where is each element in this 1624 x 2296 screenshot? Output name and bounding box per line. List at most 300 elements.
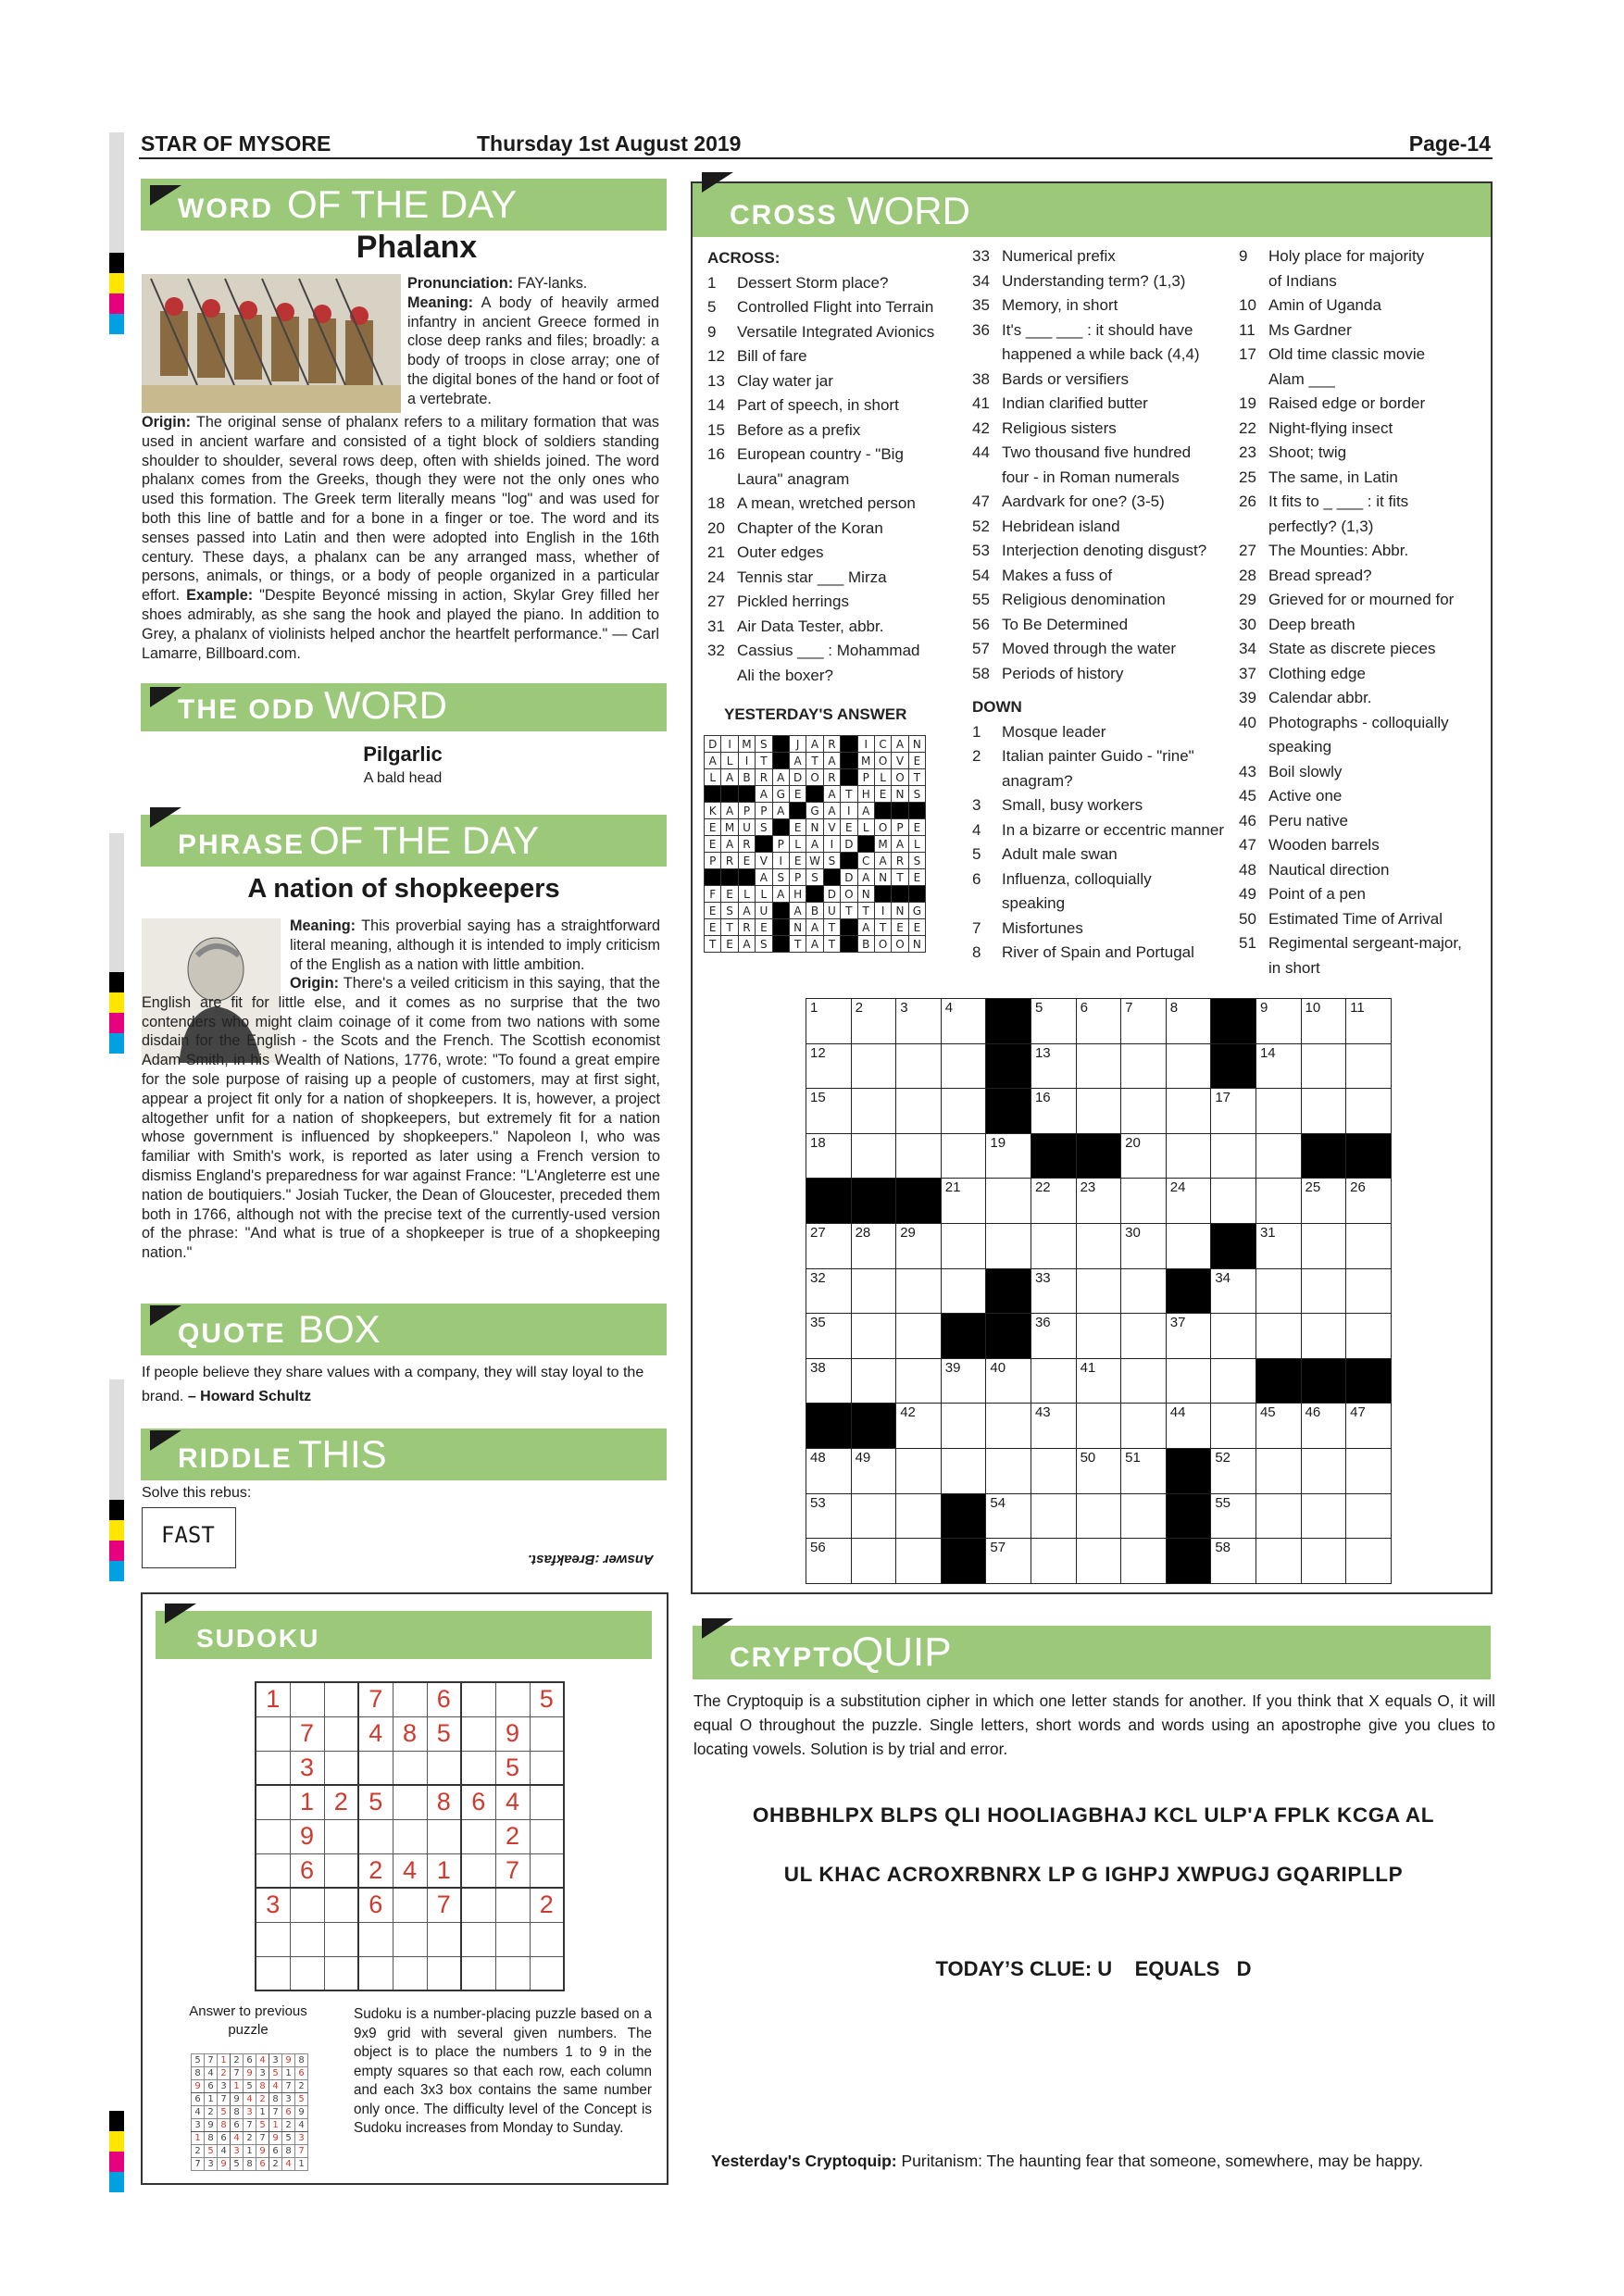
crossword-cell[interactable]: 54 [986,1493,1031,1539]
crossword-cell[interactable]: 24 [1166,1179,1211,1224]
band-label-small: CROSS [730,200,838,231]
sudoku-cell[interactable] [290,1682,324,1716]
sudoku-answer-cell: 3 [256,2067,269,2080]
crossword-cell[interactable] [1301,1539,1346,1584]
clue-number: 9 [707,322,717,341]
sudoku-cell[interactable] [324,1922,358,1956]
example-text: "Despite Beyoncé missing in action, Skylar Grey filled her shoes admirably, as she sang the hook and played the piano. In addition to Grey, a phalanx of violinists helped anchor the heartfelt performance." — Carl Lamarre, Billboard.com. [142,587,660,662]
crossword-cell[interactable] [986,1404,1031,1449]
clue-text: Periods of history [1002,664,1124,682]
sudoku-cell[interactable] [358,1956,393,1990]
sudoku-cell: 7 [495,1853,530,1888]
crossword-cell[interactable]: 37 [1166,1314,1211,1359]
clue-text: It's ___ ___ : it should have [1002,320,1193,339]
crossword-cell[interactable] [1255,1539,1301,1584]
crossword-cell[interactable] [1255,1089,1301,1134]
sudoku-cell[interactable] [530,1922,564,1956]
crossword-cell[interactable] [1031,1493,1076,1539]
sudoku-cell[interactable] [324,1819,358,1853]
crossword-cell[interactable] [1031,1358,1076,1404]
sudoku-cell[interactable] [495,1956,530,1990]
crossword-cell[interactable] [1211,1358,1256,1404]
answer-cell: S [908,853,925,869]
origin-text: There's a veiled criticism in this saying, that the English are fit for little else, and it comes as no surprise that the two contenders who might claim coinage of it come from two nations with some disdain for the English - the Scots and the French. The Scottish economist Adam Smith, in his Wealth of Nations, 1776, wrote: "To found a great empire for the sole purpose of raising up a people of customers, may at first sight, appear a project fit only for a nation of shopkeepers. It is, however, a project altogether unfit for a nation of shopkeepers, but extremely fit for a nation whose government is influenced by shopkeepers." Napoleon I, who was familiar with Smith's work, is reported as later using a French version to dismiss England's preparedness for war against France: "L'Angleterre est une nation de boutiquiers." Josiah Tucker, the Dean of Gloucester, preceded them both in 1766, although not with the precise text of the currently-used version of the phrase: "And what is true of a shopkeeper is true of a shopkeeping nation." [142,975,660,1262]
sudoku-description: Sudoku is a number-placing puzzle based on a 9x9 grid with several given numbers. The object is to place the numbers 1 to 9 in the empty squares so that each row, each column and each 3x3 box contains the same number only once. The difficulty level of the Concept is Sudoku increases from Monday to Sunday. [354,2006,652,2136]
crossword-cell[interactable] [896,1089,942,1134]
crossword-cell[interactable] [1076,1539,1121,1584]
riddle-prompt: Solve this rebus: [142,1485,252,1501]
sudoku-cell[interactable] [290,1888,324,1922]
crossword-cell[interactable] [1211,1314,1256,1359]
crossword-cell[interactable] [1166,1358,1211,1404]
crossword-cell[interactable] [1166,1089,1211,1134]
crossword-cell[interactable]: 39 [941,1358,986,1404]
sudoku-cell[interactable] [530,1853,564,1888]
clue-row [972,515,1241,540]
answer-cell: R [738,836,755,853]
sudoku-cell[interactable] [324,1751,358,1785]
crossword-cell[interactable] [1121,1043,1167,1089]
crossword-cell[interactable]: 40 [986,1358,1031,1404]
crossword-cell[interactable]: 53 [806,1493,852,1539]
clue-row [707,590,957,615]
clue-row [1239,441,1489,466]
crossword-cell[interactable]: 47 [1346,1404,1392,1449]
clue-text: Bill of fare [737,347,807,365]
sudoku-cell[interactable] [495,1888,530,1922]
crossword-cell[interactable] [941,1089,986,1134]
crossword-cell[interactable] [1301,1043,1346,1089]
clue-text: Grieved for or mourned for [1268,591,1455,608]
answer-cell: I [772,853,789,869]
answer-cell: N [892,786,908,803]
crossword-cell[interactable]: 16 [1031,1089,1076,1134]
crossword-cell[interactable] [1255,1493,1301,1539]
sudoku-cell[interactable] [256,1716,290,1751]
crossword-cell[interactable] [941,1404,986,1449]
sudoku-cell[interactable] [530,1716,564,1751]
clue-number: 11 [1239,320,1255,339]
sudoku-cell[interactable] [495,1682,530,1716]
yesterday-heading: YESTERDAY'S ANSWER [724,705,907,723]
sudoku-cell[interactable] [530,1751,564,1785]
crossword-cell[interactable] [1121,1089,1167,1134]
crossword-cell[interactable] [1255,1314,1301,1359]
sudoku-cell[interactable] [461,1956,495,1990]
crossword-cell[interactable]: 41 [1076,1358,1121,1404]
sudoku-answer-cell: 8 [205,2132,218,2145]
crossword-cell[interactable] [1346,1223,1392,1268]
yesterday-cryptoquip [711,2152,1489,2171]
answer-black-cell [892,803,908,819]
crossword-cell[interactable]: 45 [1255,1404,1301,1449]
crossword-cell[interactable] [896,1268,942,1314]
sudoku-cell[interactable] [427,1922,461,1956]
sudoku-answer-cell: 4 [282,2158,295,2171]
sudoku-cell[interactable] [393,1922,427,1956]
answer-cell: T [892,869,908,886]
crossword-cell[interactable] [1301,1223,1346,1268]
crossword-cell[interactable]: 25 [1301,1179,1346,1224]
crossword-cell[interactable] [896,1314,942,1359]
answer-cell: A [857,803,874,819]
answer-cell: E [705,903,721,919]
answer-black-cell [874,886,891,903]
sudoku-cell[interactable] [358,1751,393,1785]
crossword-cell[interactable] [1076,1314,1121,1359]
crossword-cell[interactable]: 3 [896,999,942,1044]
clue-text: in short [1268,958,1320,977]
crossword-cell[interactable] [851,1043,896,1089]
crossword-cell[interactable]: 36 [1031,1314,1076,1359]
crossword-cell[interactable] [1121,1268,1167,1314]
crossword-cell[interactable]: 51 [1121,1448,1167,1493]
crossword-cell[interactable] [1076,1268,1121,1314]
crossword-cell[interactable] [1076,1223,1121,1268]
crossword-cell[interactable] [1346,1539,1392,1584]
crossword-cell[interactable]: 7 [1121,999,1167,1044]
crossword-cell[interactable] [851,1539,896,1584]
crossword-cell[interactable]: 29 [896,1223,942,1268]
band-label-small: THE ODD [178,694,316,725]
clue-text: Bread spread? [1268,566,1372,584]
clue-text: A mean, wretched person [737,494,916,512]
crossword-cell[interactable]: 44 [1166,1404,1211,1449]
clue-row [972,564,1241,589]
sudoku-cell[interactable] [427,1751,461,1785]
crossword-cell[interactable] [1076,1089,1121,1134]
crossword-cell[interactable]: 32 [806,1268,852,1314]
sudoku-answer-cell: 3 [269,2054,282,2067]
clue-number: 32 [707,642,725,659]
sudoku-cell[interactable] [427,1956,461,1990]
sudoku-cell[interactable] [256,1853,290,1888]
crossword-cell[interactable] [1346,1493,1392,1539]
crossword-cell[interactable]: 8 [1166,999,1211,1044]
crossword-cell[interactable]: 26 [1346,1179,1392,1224]
crossword-cell[interactable] [1166,1133,1211,1179]
sudoku-cell[interactable] [393,1785,427,1819]
crossword-cell[interactable] [851,1268,896,1314]
crossword-cell[interactable] [896,1043,942,1089]
sudoku-answer-cell: 9 [256,2145,269,2158]
crossword-cell[interactable] [1121,1539,1167,1584]
crossword-cell[interactable]: 1 [806,999,852,1044]
crossword-cell[interactable] [896,1448,942,1493]
crossword-cell[interactable] [1166,1043,1211,1089]
corner-mark [150,807,181,828]
sudoku-cell[interactable] [256,1922,290,1956]
crossword-cell[interactable] [1121,1358,1167,1404]
crossword-cell[interactable]: 31 [1255,1223,1301,1268]
answer-cell: T [908,769,925,786]
crossword-cell[interactable] [1166,1223,1211,1268]
crossword-cell[interactable] [1076,1493,1121,1539]
sudoku-cell[interactable] [393,1956,427,1990]
crossword-cell[interactable] [1031,1448,1076,1493]
crossword-cell[interactable]: 5 [1031,999,1076,1044]
sudoku-cell[interactable] [290,1922,324,1956]
clue-text: four - in Roman numerals [1002,468,1180,486]
clue-number: 12 [707,347,725,365]
crossword-cell[interactable]: 28 [851,1223,896,1268]
clue-number: 36 [972,320,990,339]
crossword-cell[interactable]: 21 [941,1179,986,1224]
answer-black-cell [806,786,823,803]
sudoku-cell[interactable] [324,1716,358,1751]
crossword-cell[interactable]: 56 [806,1539,852,1584]
crossword-cell[interactable]: 14 [1255,1043,1301,1089]
origin-label: Origin: [142,414,192,430]
crossword-cell[interactable]: 10 [1301,999,1346,1044]
clue-number: 14 [707,396,725,414]
sudoku-answer-cell: 3 [282,2093,295,2106]
sudoku-cell[interactable] [324,1888,358,1922]
corner-mark [702,172,733,193]
crossword-cell[interactable]: 52 [1211,1448,1256,1493]
crossword-cell[interactable]: 15 [806,1089,852,1134]
answer-black-cell [841,853,857,869]
clue-text: speaking [1002,894,1066,912]
crossword-black-cell [941,1314,986,1359]
clue-number: 1 [707,273,717,292]
sudoku-cell[interactable] [393,1819,427,1853]
answer-cell: A [772,886,789,903]
sudoku-answer-cell: 6 [282,2106,295,2119]
sudoku-answer-cell: 9 [205,2119,218,2132]
sudoku-cell[interactable] [530,1785,564,1819]
sudoku-cell[interactable] [256,1819,290,1853]
crossword-cell[interactable] [1211,1404,1256,1449]
crossword-cell[interactable] [941,1448,986,1493]
sudoku-cell[interactable] [461,1682,495,1716]
crossword-cell[interactable]: 22 [1031,1179,1076,1224]
crossword-cell[interactable]: 33 [1031,1268,1076,1314]
answer-cell: P [772,836,789,853]
crossword-cell[interactable] [851,1133,896,1179]
answer-cell: A [806,919,823,936]
answer-cell: E [756,919,772,936]
crossword-cell[interactable]: 20 [1121,1133,1167,1179]
answer-cell: R [756,769,772,786]
answer-cell: E [789,853,806,869]
crossword-black-cell [986,1314,1031,1359]
crossword-cell[interactable] [1255,1179,1301,1224]
crossword-cell[interactable] [1255,1268,1301,1314]
crossword-cell[interactable] [941,1223,986,1268]
clue-text: Religious sisters [1002,418,1117,437]
crossword-cell[interactable]: 38 [806,1358,852,1404]
sudoku-cell[interactable] [393,1751,427,1785]
crossword-cell[interactable]: 17 [1211,1089,1256,1134]
crossword-cell[interactable]: 35 [806,1314,852,1359]
crossword-black-cell [1211,1043,1256,1089]
sudoku-cell[interactable] [427,1819,461,1853]
cryptoquip-intro: The Cryptoquip is a substitution cipher in which one letter stands for another. If you think that X equals O, it will equal O throughout the puzzle. Single letters, short words and words using an apostrophe give you clues to locating vowels. Solution is by trial and error. [693,1691,1495,1758]
crossword-cell[interactable] [986,1179,1031,1224]
crossword-cell[interactable] [1346,1043,1392,1089]
pron-label: Pronunciation: [407,275,514,292]
crossword-cell[interactable] [1255,1448,1301,1493]
crossword-cell[interactable]: 2 [851,999,896,1044]
crossword-cell[interactable] [941,1043,986,1089]
sudoku-cell[interactable] [324,1853,358,1888]
sudoku-cell[interactable] [461,1888,495,1922]
crossword-cell[interactable] [1031,1539,1076,1584]
sudoku-answer-cell: 5 [256,2119,269,2132]
answer-cell: A [721,769,738,786]
crossword-cell[interactable]: 9 [1255,999,1301,1044]
crossword-black-cell [986,999,1031,1044]
answer-cell: A [705,753,721,769]
sudoku-cell[interactable] [256,1751,290,1785]
crossword-cell[interactable] [1346,1314,1392,1359]
sudoku-cell[interactable] [461,1853,495,1888]
crossword-cell[interactable] [851,1089,896,1134]
answer-cell: V [823,819,840,836]
sudoku-cell[interactable] [290,1956,324,1990]
clue-text: Active one [1268,787,1343,805]
crossword-cell[interactable]: 11 [1346,999,1392,1044]
clue-row [1239,466,1489,491]
sudoku-cell[interactable] [358,1922,393,1956]
answer-cell: N [806,819,823,836]
crossword-cell[interactable] [1346,1089,1392,1134]
clue-row [707,393,957,418]
crossword-black-cell [1076,1133,1121,1179]
crossword-cell[interactable]: 58 [1211,1539,1256,1584]
answer-cell: K [705,803,721,819]
answer-cell: M [738,736,755,753]
crossword-cell[interactable]: 13 [1031,1043,1076,1089]
sudoku-cell[interactable] [461,1819,495,1853]
clue-text: Part of speech, in short [737,396,899,414]
crossword-cell[interactable] [1301,1448,1346,1493]
sudoku-cell[interactable] [393,1888,427,1922]
clue-text: The Mounties: Abbr. [1268,542,1409,559]
sudoku-cell[interactable] [530,1956,564,1990]
down-heading: DOWN [972,698,1022,716]
crossword-cell[interactable] [1121,1179,1167,1224]
clue-text: Makes a fuss of [1002,566,1113,584]
clue-row [1239,784,1489,809]
crossword-cell[interactable]: 55 [1211,1493,1256,1539]
crossword-cell[interactable] [896,1133,942,1179]
crossword-cell[interactable] [1121,1493,1167,1539]
answer-cell: E [721,886,738,903]
answer-cell: A [857,919,874,936]
clue-row [1239,293,1489,318]
crossword-cell[interactable] [896,1539,942,1584]
answer-cell: A [772,803,789,819]
crossword-cell[interactable]: 4 [941,999,986,1044]
phrase-of-day-band [141,815,667,867]
crossword-cell[interactable]: 34 [1211,1268,1256,1314]
sudoku-cell[interactable] [495,1922,530,1956]
crossword-cell[interactable]: 12 [806,1043,852,1089]
crossword-cell[interactable]: 23 [1076,1179,1121,1224]
sudoku-cell[interactable] [324,1956,358,1990]
crossword-cell[interactable]: 6 [1076,999,1121,1044]
sudoku-cell[interactable] [256,1785,290,1819]
crossword-cell[interactable] [1301,1314,1346,1359]
clue-row [707,320,957,345]
rebus-box [142,1507,236,1568]
crossword-cell[interactable] [1211,1179,1256,1224]
sudoku-cell[interactable] [324,1682,358,1716]
sudoku-answer-cell: 6 [205,2080,218,2093]
answer-cell: F [705,886,721,903]
crossword-cell[interactable] [851,1314,896,1359]
clue-text: Wooden barrels [1268,836,1380,854]
crossword-cell[interactable]: 50 [1076,1448,1121,1493]
sudoku-answer-cell: 2 [192,2145,205,2158]
crossword-cell[interactable] [941,1133,986,1179]
answer-cell: L [908,836,925,853]
crossword-cell[interactable]: 42 [896,1404,942,1449]
crossword-cell[interactable] [851,1493,896,1539]
sudoku-cell: 3 [290,1751,324,1785]
crossword-cell[interactable] [986,1223,1031,1268]
crossword-cell[interactable] [851,1358,896,1404]
sudoku-cell[interactable] [461,1716,495,1751]
crossword-cell[interactable] [1301,1493,1346,1539]
clue-row [1239,662,1489,687]
crossword-cell[interactable] [1301,1089,1346,1134]
crossword-cell[interactable]: 27 [806,1223,852,1268]
crossword-cell[interactable] [896,1493,942,1539]
crossword-cell[interactable]: 46 [1301,1404,1346,1449]
crossword-cell[interactable]: 19 [986,1133,1031,1179]
answer-black-cell [841,769,857,786]
crossword-cell[interactable]: 18 [806,1133,852,1179]
crossword-cell[interactable] [1076,1404,1121,1449]
sudoku-cell[interactable] [461,1922,495,1956]
crossword-cell[interactable] [1121,1404,1167,1449]
answer-cell: E [908,919,925,936]
crossword-cell[interactable]: 48 [806,1448,852,1493]
crossword-black-cell [1166,1448,1211,1493]
crossword-cell[interactable] [1346,1448,1392,1493]
sudoku-answer-cell: 7 [256,2132,269,2145]
crossword-cell[interactable] [1211,1133,1256,1179]
sudoku-cell[interactable] [393,1682,427,1716]
clue-number: 17 [1239,345,1256,363]
crossword-cell[interactable] [896,1358,942,1404]
crossword-cell[interactable] [1301,1268,1346,1314]
crossword-black-cell [1301,1358,1346,1404]
crossword-cell[interactable] [1121,1314,1167,1359]
sudoku-cell[interactable] [461,1751,495,1785]
crossword-cell[interactable] [986,1448,1031,1493]
answer-cell: A [789,753,806,769]
crossword-cell[interactable] [1076,1043,1121,1089]
answer-cell: A [756,786,772,803]
crossword-cell[interactable] [941,1268,986,1314]
sudoku-cell[interactable] [358,1819,393,1853]
meaning-text: A body of heavily armed infantry in ancient Greece formed in close deep ranks and files; broadly: a body of troops in close array; one of the digital bones of the hand or foot of a vertebrate. [407,293,659,407]
crossword-cell[interactable]: 57 [986,1539,1031,1584]
crossword-cell[interactable]: 49 [851,1448,896,1493]
clue-number: 40 [1239,713,1256,731]
crossword-cell[interactable]: 30 [1121,1223,1167,1268]
crossword-cell[interactable] [1255,1133,1301,1179]
sudoku-cell[interactable] [256,1956,290,1990]
crossword-cell[interactable] [1346,1268,1392,1314]
crossword-cell[interactable] [1031,1223,1076,1268]
sudoku-cell[interactable] [530,1819,564,1853]
crossword-cell[interactable]: 43 [1031,1404,1076,1449]
